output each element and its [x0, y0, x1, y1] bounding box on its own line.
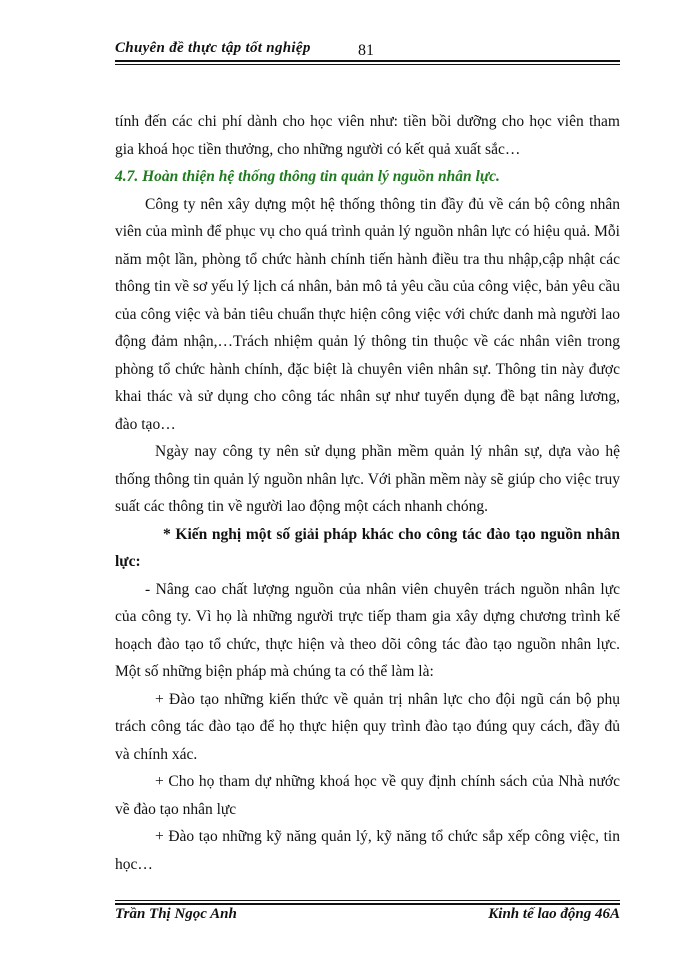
page-content: [115, 108, 620, 878]
page-header: [115, 40, 620, 60]
paragraph-software: Ngày nay công ty nên sử dụng phần mềm quản lý nhân sự, dựa vào hệ thống thông tin quản lý nguồn nhân lực. Với phần mềm này sẽ giúp cho việc truy suất các thông tin về người lao động một cách nhanh chóng.: [115, 443, 620, 515]
page-footer: [115, 906, 620, 926]
header-title: Chuyên đề thực tập tốt nghiệp: [115, 40, 311, 56]
paragraph-intro: tính đến các chi phí dành cho học viên như: tiền bồi dưỡng cho học viên tham gia khoá học tiền thưởng, cho những người có kết quả xuất sắc…: [115, 113, 620, 158]
recommendation-heading: * Kiến nghị một số giải pháp khác cho công tác đào tạo nguồn nhân lực:: [115, 525, 620, 570]
footer-rule: [115, 900, 620, 905]
header-rule: [115, 60, 620, 65]
paragraph-quality: - Nâng cao chất lượng nguồn của nhân viên chuyên trách nguồn nhân lực của công ty. Vì họ là những người trực tiếp tham gia xây dựng chương trình kế hoạch đào tạo tổ chức, thực hiện và theo dõi công tác đào tạo nguồn nhân lực. Một số những biện pháp mà chúng ta có thể làm là:: [115, 580, 620, 680]
page-number: 81: [358, 42, 374, 59]
bullet-courses: + Cho họ tham dự những khoá học về quy định chính sách của Nhà nước về đào tạo nhân lực: [115, 773, 620, 818]
paragraph-info-system: Công ty nên xây dựng một hệ thống thông tin đầy đủ về cán bộ công nhân viên của mình để phục vụ cho quá trình quản lý nguồn nhân lực có hiệu quả. Mỗi năm một lần, phòng tổ chức hành chính tiến hành điều tra thu nhập,cập nhật các thông tin về sơ yếu lý lịch cá nhân, bản mô tả yêu cầu của công việc, bản yêu cầu của công việc và bản tiêu chuẩn thực hiện công việc với chức danh mà người lao động đảm nhận,…Trách nhiệm quản lý thông tin thuộc về các nhân viên trong phòng tổ chức hành chính, đặc biệt là chuyên viên nhân sự. Thông tin này được khai thác và sử dụng cho công tác nhân sự như tuyển dụng đề bạt nâng lương, đào tạo…: [115, 195, 620, 433]
bullet-skills: + Đào tạo những kỹ năng quản lý, kỹ năng tổ chức sắp xếp công việc, tin học…: [115, 828, 620, 873]
footer-author: Trần Thị Ngọc Anh: [115, 906, 237, 922]
section-heading: 4.7. Hoàn thiện hệ thống thông tin quản lý nguồn nhân lực.: [115, 168, 500, 185]
footer-class: Kinh tế lao động 46A: [488, 906, 620, 922]
bullet-training-knowledge: + Đào tạo những kiến thức về quản trị nhân lực cho đội ngũ cán bộ phụ trách công tác đào tạo để họ thực hiện quy trình đào tạo đúng quy cách, đầy đủ và chính xác.: [115, 690, 620, 763]
